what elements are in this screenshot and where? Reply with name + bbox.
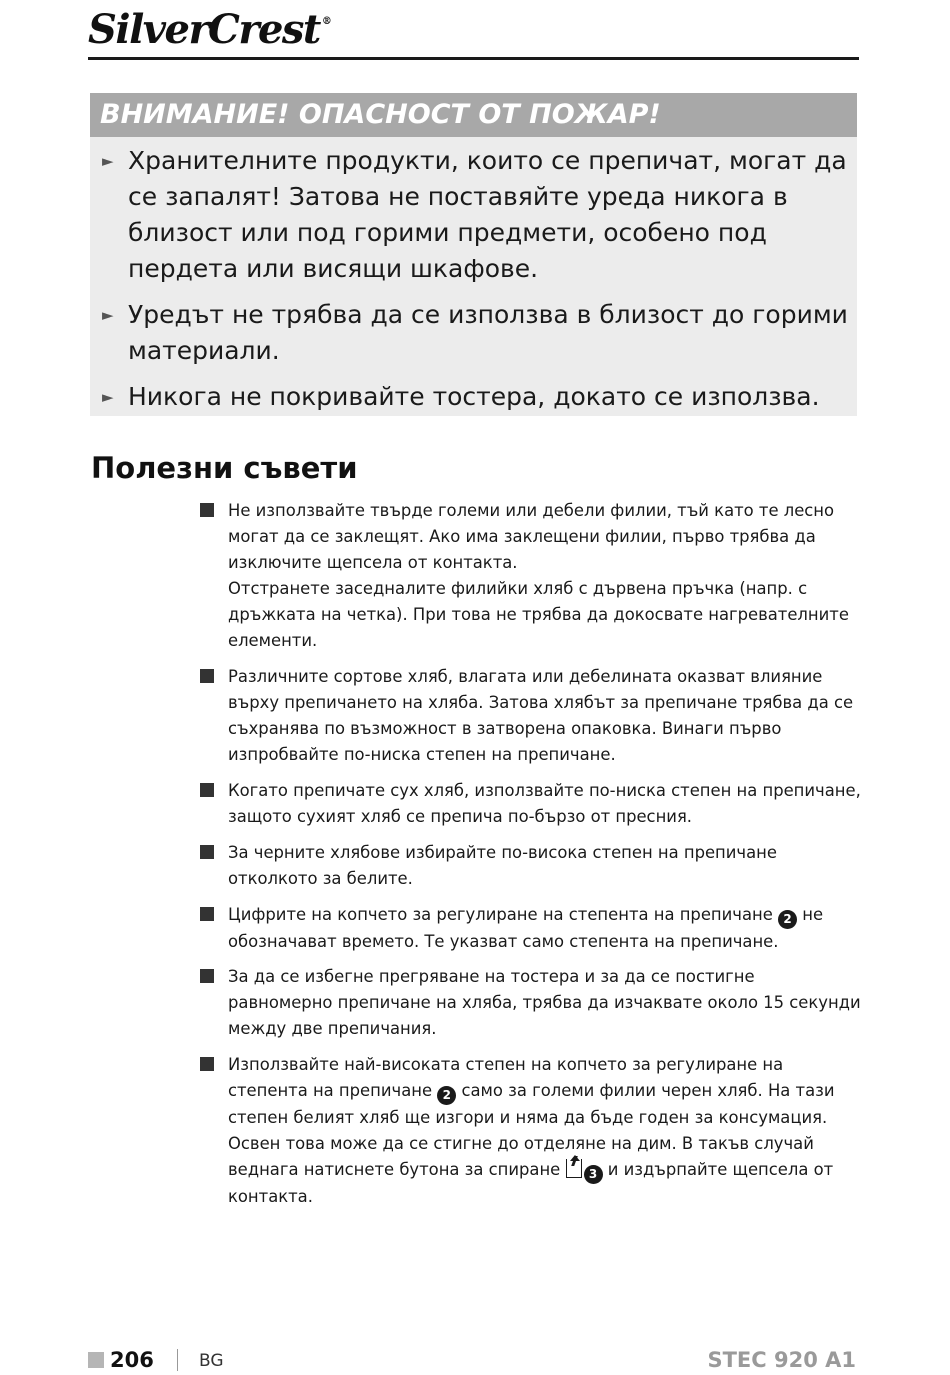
page-number: 206 (110, 1348, 154, 1372)
reference-number-2: 2 (778, 910, 797, 929)
warning-item-text: Никога не покривайте тостера, докато се използва. (128, 382, 820, 411)
square-bullet-icon (200, 907, 214, 921)
stop-button-icon (566, 1159, 582, 1178)
footer-square-icon (88, 1352, 104, 1368)
square-bullet-icon (200, 1057, 214, 1071)
square-bullet-icon (200, 845, 214, 859)
brand-name: SilverCrest (88, 6, 320, 53)
warning-item-text: Уредът не трябва да се използва в близост до горими материали. (128, 300, 848, 365)
language-code: BG (199, 1351, 224, 1371)
warning-box (90, 137, 857, 416)
warning-title: ВНИМАНИЕ! ОПАСНОСТ ОТ ПОЖАР! (90, 93, 857, 137)
warning-item-text: Хранителните продукти, които се препичат, могат да се запалят! Затова не поставяйте уреда никога в близост или под горими предмети, особено под пердета или висящи шкафове. (128, 146, 847, 283)
arrow-bullet-icon: ► (102, 388, 114, 406)
square-bullet-icon (200, 783, 214, 797)
tip-text-part: Цифрите на копчето за регулиране на степента на препичане (228, 905, 773, 924)
tip-text-part: и издърпайте щепсела от контакта. (228, 1160, 834, 1206)
registered-mark: ® (321, 16, 331, 27)
reference-number-2: 2 (437, 1086, 456, 1105)
model-number: STEC 920 A1 (707, 1348, 856, 1372)
tip-text (228, 1052, 862, 1210)
tip-text: Когато препичате сух хляб, използвайте по-ниска степен на препичане, защото сухият хляб се препича по-бързо от пресния. (228, 781, 861, 826)
footer-divider (177, 1349, 178, 1371)
tip-text-part: не обозначават времето. Те указват само степента на препичане. (228, 905, 824, 951)
tip-text (228, 498, 862, 654)
tip-text-part: Използвайте най-високата степен на копчето за регулиране на степента на препичане (228, 1055, 784, 1100)
tip-text: За да се избегне прегряване на тостера и за да се постигне равномерно препичане на хляба, трябва да изчаквате около 15 секунди между две препичания. (228, 967, 861, 1038)
reference-number-3: 3 (584, 1165, 603, 1184)
tip-text (228, 902, 862, 955)
tip-paragraph: Не използвайте твърде големи или дебели филии, тъй като те лесно могат да се заклещят. Ако има заклещени филии, първо трябва да изключите щепсела от контакта. (228, 501, 835, 572)
square-bullet-icon (200, 969, 214, 983)
square-bullet-icon (200, 503, 214, 517)
square-bullet-icon (200, 669, 214, 683)
arrow-bullet-icon: ► (102, 152, 114, 170)
tip-text: За черните хлябове избирайте по-висока степен на препичане отколкото за белите. (228, 843, 777, 888)
section-title: Полезни съвети (91, 451, 358, 485)
brand-logo (88, 6, 330, 53)
tip-paragraph: Отстранете заседналите филийки хляб с дървена пръчка (напр. с дръжката на четка). При това не трябва да докосвате нагревателните елементи. (228, 579, 849, 650)
tip-text-part: само за големи филии черен хляб. На тази степен белият хляб ще изгори и няма да бъде годен за консумация. Освен това може да се стигне до отделяне на дим. В такъв случай веднага натиснете бутона за спиране (228, 1081, 835, 1179)
tip-text: Различните сортове хляб, влагата или дебелината оказват влияние върху препичането на хляба. Затова хлябът за препичане трябва да се съхранява по възможност в затворена опаковка. Винаги първо изпробвайте по-ниска степен на препичане. (228, 667, 854, 764)
arrow-bullet-icon: ► (102, 306, 114, 324)
header-rule (88, 57, 859, 60)
